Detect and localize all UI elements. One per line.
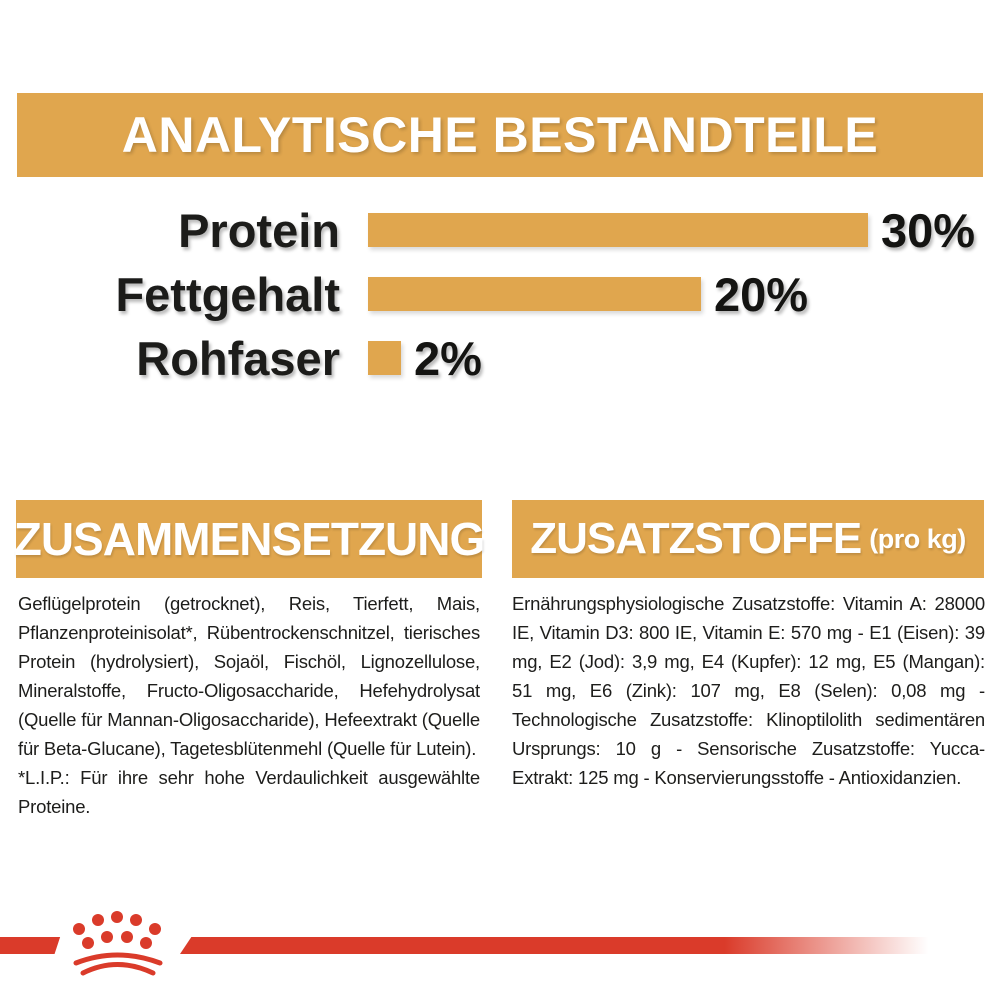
chart-row [0, 331, 482, 385]
additives-text: Ernährungsphysiologische Zusatzstoffe: Vitamin A: 28000 IE, Vitamin D3: 800 IE, Vitamin E: 570 mg - E1 (Eisen): 39 mg, E2 (Jod): 3,9 mg, E4 (Kupfer): 12 mg, E5 (Mangan): 51 mg, E6 (Zink): 107 mg, E8 (Selen): 0,08 mg - Technologische Zusatzstoffe: Klinoptilolith sedimentären Ursprungs: 10 g - Sensorische Zusatzstoffe: Yucca-Extrakt: 125 mg - Konservierungsstoffe - Antioxidanzien. [512, 593, 985, 788]
chart-bar [368, 213, 868, 247]
additives-section [512, 589, 985, 792]
chart-row-label: Protein [178, 203, 340, 257]
additives-title: ZUSATZSTOFFE [530, 514, 862, 563]
chart-bar-value: 30% [881, 203, 976, 257]
chart-row [0, 267, 809, 321]
composition-lip-note: *L.I.P.: Für ihre sehr hohe Verdaulichkeit ausgewählte Proteine. [18, 767, 480, 817]
composition-title: ZUSAMMENSETZUNG [13, 513, 485, 565]
composition-section [18, 589, 480, 821]
chart-bar-value: 20% [714, 267, 809, 321]
chart-bar [368, 341, 401, 375]
footer-rule-right [180, 937, 936, 954]
footer-rule-left [0, 937, 62, 954]
chart-row-label: Rohfaser [136, 331, 340, 385]
analytical-constituents-banner [17, 93, 983, 177]
composition-header [13, 500, 485, 578]
analytical-constituents-title: ANALYTISCHE BESTANDTEILE [121, 107, 879, 163]
chart-row [0, 203, 976, 257]
additives-title-suffix: (pro kg) [869, 523, 966, 554]
composition-text: Geflügelprotein (getrocknet), Reis, Tierfett, Mais, Pflanzenproteinisolat*, Rübentrockenschnitzel, tierisches Protein (hydrolysiert), Sojaöl, Fischöl, Lignozellulose, Mineralstoffe, Fructo-Oligosaccharide, Hefehydrolysat (Quelle für Mannan-Oligosaccharide), Hefeextrakt (Quelle für Beta-Glucane), Tagetesblütenmehl (Quelle für Lutein). [18, 593, 480, 759]
royal-canin-crown-icon [60, 907, 174, 981]
chart-bar [368, 277, 701, 311]
additives-header [512, 500, 984, 578]
chart-bar-value: 2% [414, 331, 482, 385]
chart-row-label: Fettgehalt [115, 267, 340, 321]
